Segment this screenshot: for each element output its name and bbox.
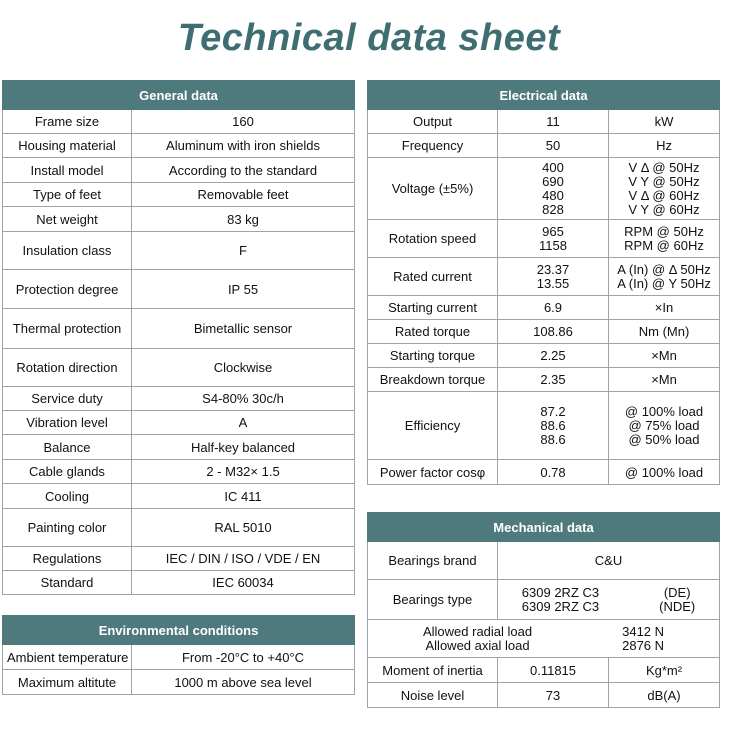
row-value: Bimetallic sensor bbox=[132, 309, 355, 349]
row-label: Bearings type bbox=[368, 580, 498, 620]
row-value: 50 bbox=[498, 134, 609, 158]
table-row bbox=[368, 620, 720, 658]
row-label: Allowed axial load bbox=[425, 637, 530, 653]
row-unit: @ 75% load bbox=[628, 417, 700, 433]
row-unit: @ 100% load bbox=[624, 403, 704, 419]
row-label: Cooling bbox=[3, 484, 132, 509]
table-row bbox=[368, 110, 720, 134]
row-value: 87.2 bbox=[540, 403, 566, 419]
table-row bbox=[368, 392, 720, 460]
row-unit: V Y @ 60Hz bbox=[628, 201, 700, 217]
table-row bbox=[368, 368, 720, 392]
row-value: 108.86 bbox=[498, 320, 609, 344]
row-value: From -20°C to +40°C bbox=[132, 645, 355, 670]
table-row bbox=[3, 270, 355, 309]
row-label: Maximum altitute bbox=[3, 670, 132, 695]
table-row bbox=[368, 158, 720, 220]
row-value: 2 - M32× 1.5 bbox=[132, 460, 355, 484]
row-value: 480 bbox=[542, 187, 564, 203]
row-value: 1158 bbox=[539, 237, 567, 253]
row-label: Painting color bbox=[3, 509, 132, 547]
row-label: Rotation speed bbox=[368, 220, 498, 258]
row-label: Frame size bbox=[3, 110, 132, 134]
table-row bbox=[3, 411, 355, 435]
row-unit: (NDE) bbox=[659, 598, 696, 614]
row-label: Efficiency bbox=[368, 392, 498, 460]
row-value: 2.35 bbox=[498, 368, 609, 392]
row-value: 2.25 bbox=[498, 344, 609, 368]
row-value: 11 bbox=[498, 110, 609, 134]
environmental-conditions-table bbox=[2, 615, 355, 695]
row-label: Ambient temperature bbox=[3, 645, 132, 670]
table-row bbox=[368, 344, 720, 368]
row-unit: V Δ @ 50Hz bbox=[628, 159, 700, 175]
row-label: Frequency bbox=[368, 134, 498, 158]
row-label: Thermal protection bbox=[3, 309, 132, 349]
row-label: Voltage (±5%) bbox=[368, 158, 498, 220]
row-unit: dB(A) bbox=[609, 683, 720, 708]
row-unit: A (In) @ Δ 50Hz bbox=[617, 261, 711, 277]
table-row bbox=[368, 134, 720, 158]
mechanical-data-heading: Mechanical data bbox=[368, 513, 720, 542]
row-label: Rotation direction bbox=[3, 349, 132, 387]
row-value: C&U bbox=[498, 542, 720, 580]
table-row bbox=[368, 580, 720, 620]
row-value: According to the standard bbox=[132, 158, 355, 183]
row-label: Starting torque bbox=[368, 344, 498, 368]
row-unit: @ 50% load bbox=[628, 431, 700, 447]
table-row bbox=[3, 387, 355, 411]
table-row bbox=[368, 542, 720, 580]
row-unit: RPM @ 50Hz bbox=[624, 223, 704, 239]
row-label: Vibration level bbox=[3, 411, 132, 435]
page-title: Technical data sheet bbox=[177, 17, 561, 59]
row-value: Half-key balanced bbox=[132, 435, 355, 460]
row-value: RAL 5010 bbox=[132, 509, 355, 547]
table-row bbox=[3, 110, 355, 134]
table-row bbox=[3, 183, 355, 207]
row-label: Install model bbox=[3, 158, 132, 183]
row-label: Output bbox=[368, 110, 498, 134]
row-value: 6309 2RZ C3 bbox=[521, 584, 600, 600]
table-row bbox=[368, 460, 720, 485]
row-value: Clockwise bbox=[132, 349, 355, 387]
table-row bbox=[3, 232, 355, 270]
table-row bbox=[3, 435, 355, 460]
row-unit: Nm (Mn) bbox=[609, 320, 720, 344]
row-value: 83 kg bbox=[132, 207, 355, 232]
table-row bbox=[368, 296, 720, 320]
table-row bbox=[3, 134, 355, 158]
row-unit: @ 100% load bbox=[609, 460, 720, 485]
row-value: 23.37 bbox=[536, 261, 570, 277]
table-row bbox=[3, 670, 355, 695]
row-value: 2876 N bbox=[622, 637, 665, 653]
row-unit: A (In) @ Y 50Hz bbox=[617, 275, 711, 291]
row-label: Housing material bbox=[3, 134, 132, 158]
row-unit: ×In bbox=[609, 296, 720, 320]
row-value: IEC 60034 bbox=[132, 571, 355, 595]
table-row bbox=[3, 207, 355, 232]
row-label: Rated current bbox=[368, 258, 498, 296]
row-value: IP 55 bbox=[132, 270, 355, 309]
row-label: Allowed radial load bbox=[422, 623, 533, 639]
row-value: 3412 N bbox=[622, 623, 665, 639]
row-label: Service duty bbox=[3, 387, 132, 411]
general-data-table bbox=[2, 80, 355, 595]
row-label: Net weight bbox=[3, 207, 132, 232]
row-value: 160 bbox=[132, 110, 355, 134]
table-row bbox=[3, 484, 355, 509]
electrical-data-table bbox=[367, 80, 720, 485]
row-label: Bearings brand bbox=[368, 542, 498, 580]
table-row bbox=[368, 220, 720, 258]
electrical-data-heading: Electrical data bbox=[368, 81, 720, 110]
row-value: 88.6 bbox=[540, 417, 566, 433]
row-unit: RPM @ 60Hz bbox=[624, 237, 704, 253]
row-value: Removable feet bbox=[132, 183, 355, 207]
row-label: Moment of inertia bbox=[368, 658, 498, 683]
row-label: Regulations bbox=[3, 547, 132, 571]
row-label: Rated torque bbox=[368, 320, 498, 344]
general-data-heading: General data bbox=[3, 81, 355, 110]
row-label: Type of feet bbox=[3, 183, 132, 207]
row-value: 6309 2RZ C3 bbox=[521, 598, 600, 614]
row-label: Starting current bbox=[368, 296, 498, 320]
row-value: 13.55 bbox=[536, 275, 570, 291]
row-label: Standard bbox=[3, 571, 132, 595]
table-row bbox=[3, 645, 355, 670]
row-label: Protection degree bbox=[3, 270, 132, 309]
row-unit: V Y @ 50Hz bbox=[628, 173, 700, 189]
row-unit: kW bbox=[609, 110, 720, 134]
row-unit: ×Mn bbox=[609, 368, 720, 392]
row-value: 0.11815 bbox=[498, 658, 609, 683]
table-row bbox=[3, 158, 355, 183]
row-value: IC 411 bbox=[132, 484, 355, 509]
row-value: 6.9 bbox=[498, 296, 609, 320]
table-row bbox=[368, 258, 720, 296]
row-value: IEC / DIN / ISO / VDE / EN bbox=[132, 547, 355, 571]
row-label: Cable glands bbox=[3, 460, 132, 484]
row-value: Aluminum with iron shields bbox=[132, 134, 355, 158]
row-value: 73 bbox=[498, 683, 609, 708]
row-unit: V Δ @ 60Hz bbox=[628, 187, 700, 203]
row-value: 1000 m above sea level bbox=[132, 670, 355, 695]
mechanical-data-table bbox=[367, 512, 720, 708]
row-value: 88.6 bbox=[540, 431, 566, 447]
table-row bbox=[3, 349, 355, 387]
row-unit: Hz bbox=[609, 134, 720, 158]
table-row bbox=[3, 309, 355, 349]
row-value: 400 bbox=[542, 159, 564, 175]
table-row bbox=[3, 509, 355, 547]
row-unit: Kg*m² bbox=[609, 658, 720, 683]
row-unit: (DE) bbox=[663, 584, 691, 600]
row-value: 0.78 bbox=[498, 460, 609, 485]
row-label: Noise level bbox=[368, 683, 498, 708]
environmental-conditions-heading: Environmental conditions bbox=[3, 616, 355, 645]
table-row bbox=[3, 571, 355, 595]
row-label: Insulation class bbox=[3, 232, 132, 270]
row-value: 828 bbox=[542, 201, 564, 217]
table-row bbox=[368, 683, 720, 708]
row-value: 690 bbox=[542, 173, 564, 189]
table-row bbox=[3, 460, 355, 484]
row-value: 965 bbox=[542, 223, 564, 239]
row-unit: ×Mn bbox=[609, 344, 720, 368]
table-row bbox=[368, 658, 720, 683]
table-row bbox=[368, 320, 720, 344]
row-label: Breakdown torque bbox=[368, 368, 498, 392]
row-label: Balance bbox=[3, 435, 132, 460]
row-label: Power factor cosφ bbox=[368, 460, 498, 485]
table-row bbox=[3, 547, 355, 571]
row-value: S4-80% 30c/h bbox=[132, 387, 355, 411]
row-value: A bbox=[132, 411, 355, 435]
row-value: F bbox=[132, 232, 355, 270]
